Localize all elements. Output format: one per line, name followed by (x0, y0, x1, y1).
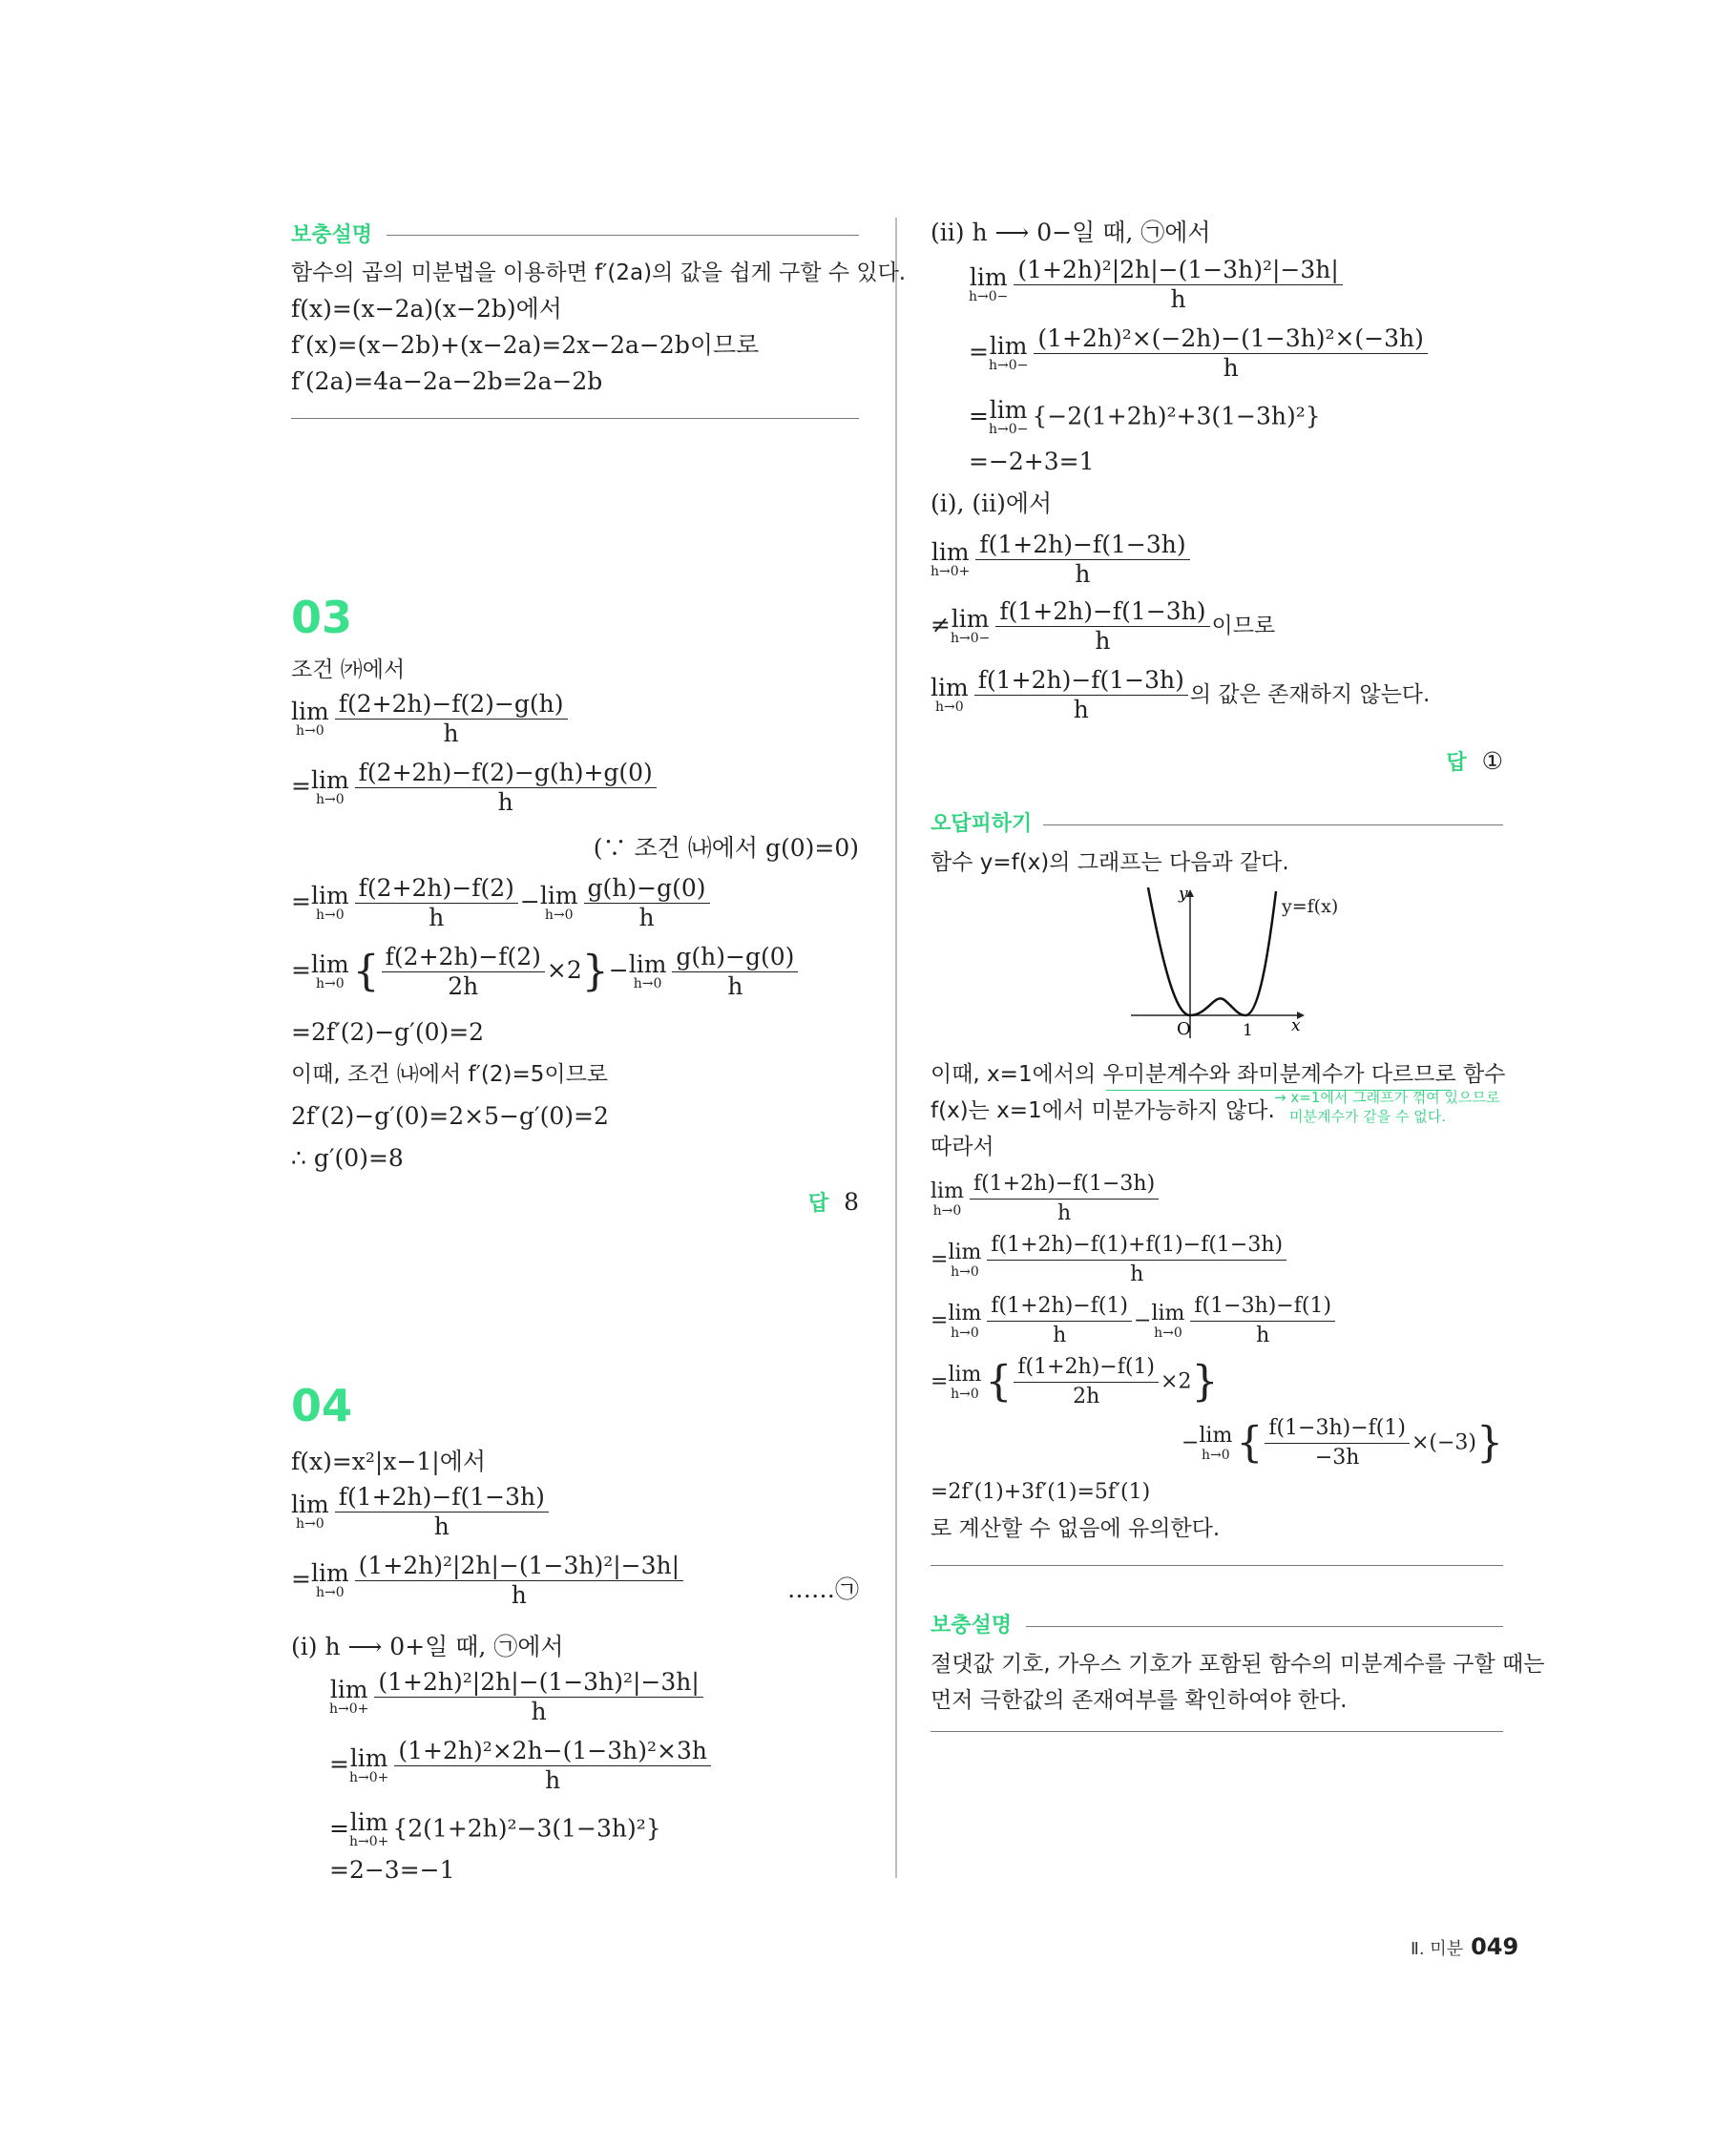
trap-expr1: lim h→0 $\frac{f(1+2h)-f(1-3h)}{h}$ (931, 1170, 1161, 1228)
trap-text3: 따라서 (931, 1135, 994, 1159)
x-one-label: 1 (1243, 1021, 1253, 1040)
p03-answer: 답 8 (807, 1188, 859, 1216)
trap-intro: 함수 y=f(x)의 그래프는 다음과 같다. (931, 850, 1289, 875)
note1-title: 보충설명 (291, 223, 373, 247)
p03-expr2: =lim h→0 $\frac{f(2+2h)-f(2)-g(h)+g(0)}{h}$ (291, 759, 659, 817)
case2-expr1: lim h→0− $\frac{\text{(1+2h)²|2h|−(1−3h)²|−3h|}}{h}$ (969, 256, 1345, 314)
p03-expr1: lim h→0 $\frac{f(2+2h)-f(2)-g(h)}{h}$ (291, 690, 570, 748)
note1-line3: f′(x)=(x−2b)+(x−2a)=2x−2a−2b이므로 (291, 331, 760, 359)
note2-bottom-rule (931, 1731, 1503, 1732)
page-footer (1411, 1933, 1518, 1960)
trap-expr2: =lim h→0 $\frac{f(1+2h)-f(1)+f(1)-f(1-3h)}{h}$ (931, 1231, 1288, 1289)
limit-right: lim h→0+ $\frac{f(1+2h)-f(1-3h)}{h}$ (931, 531, 1192, 589)
note2-title-rule (1026, 1626, 1503, 1627)
p04-expr2: =lim h→0 $\frac{\text{(1+2h)²|2h|−(1−3h)²|−3h|}}{h}$ (291, 1552, 685, 1610)
page-number: 049 (1471, 1933, 1519, 1960)
origin-label: O (1177, 1019, 1191, 1039)
case2-expr2: =lim h→0− $\frac{\text{(1+2h)²×(−2h)−(1−3h)²×(−3h)}}{h}$ (969, 324, 1430, 383)
trap-expr4b: −lim h→0 { $\frac{f(1-3h)-f(1)}{-3h}$ ×(−3)} (1181, 1416, 1503, 1470)
p03-condition: 조건 ㈎에서 (291, 657, 406, 682)
trap-title-rule (1043, 824, 1503, 825)
case2-result: =−2+3=1 (969, 448, 1095, 475)
problem-03-number: 03 (291, 592, 353, 643)
trap-result: =2f′(1)+3f′(1)=5f′(1) (931, 1480, 1151, 1504)
side-note-line2: 미분계수가 같을 수 없다. (1289, 1108, 1446, 1125)
trap-bottom-rule (931, 1565, 1503, 1566)
trap-text1: 이때, x=1에서의 우미분계수와 좌미분계수가 다르므로 함수 (931, 1062, 1506, 1087)
note2-line2: 먼저 극한값의 존재여부를 확인하여야 한다. (931, 1688, 1348, 1713)
p04-case1-expr3: =lim h→0+ {2(1+2h)²−3(1−3h)²} (329, 1808, 661, 1849)
note1-line2: f(x)=(x−2a)(x−2b)에서 (291, 295, 562, 323)
p04-case1-expr1: lim h→0+ $\frac{\text{(1+2h)²|2h|−(1−3h)²|−3h|}}{h}$ (329, 1668, 705, 1726)
section-label: Ⅱ. 미분 (1411, 1939, 1464, 1959)
note1-bottom-rule (291, 418, 859, 419)
p03-because: (∵ 조건 ㈏에서 g(0)=0) (593, 834, 859, 862)
side-note-line1: → x=1에서 그래프가 꺾여 있으므로 (1274, 1089, 1500, 1106)
p03-result2: 이때, 조건 ㈏에서 f′(2)=5이므로 (291, 1062, 609, 1087)
problem-04-number: 04 (291, 1380, 353, 1431)
note1-line1: 함수의 곱의 미분법을 이용하면 f′(2a)의 값을 쉽게 구할 수 있다. (291, 261, 907, 285)
trap-caution: 로 계산할 수 없음에 유의한다. (931, 1516, 1221, 1541)
trap-expr3: =lim h→0 $\frac{f(1+2h)-f(1)}{h}$ −lim h→0 $\frac{f(1-3h)-f(1)}{h}$ (931, 1292, 1337, 1350)
p03-result3: 2f′(2)−g′(0)=2×5−g′(0)=2 (291, 1102, 609, 1130)
p04-case1: (i) h ⟶ 0+일 때, ㉠에서 (291, 1633, 564, 1660)
note2-title: 보충설명 (931, 1614, 1013, 1638)
case2-expr3: =lim h→0− {−2(1+2h)²+3(1−3h)²} (969, 396, 1321, 437)
limit-conclusion: lim h→0 $\frac{f(1+2h)-f(1-3h)}{h}$ 의 값은 존재하지 않는다. (931, 666, 1431, 723)
curve-f (1148, 887, 1276, 1015)
from-i-ii: (i), (ii)에서 (931, 490, 1053, 517)
p03-expr4: =lim h→0 { $\frac{f(2+2h)-f(2)}{2h}$ ×2}−lim h→0 $\frac{g(h)-g(0)}{h}$ (291, 943, 800, 1001)
p04-case1-result: =2−3=−1 (329, 1856, 455, 1884)
p04-expr1: lim h→0 $\frac{f(1+2h)-f(1-3h)}{h}$ (291, 1483, 551, 1541)
x-axis-label: x (1291, 1016, 1301, 1035)
note1-title-rule (387, 235, 859, 236)
note2-line1: 절댓값 기호, 가우스 기호가 포함된 함수의 미분계수를 구할 때는 (931, 1652, 1545, 1677)
y-axis-label: y (1179, 887, 1188, 904)
limit-left: ≠lim h→0− $\frac{f(1+2h)-f(1-3h)}{h}$ 이므로 (931, 597, 1276, 655)
p04-case1-expr2: =lim h→0+ $\frac{\text{(1+2h)²×2h−(1−3h)²×3h}}{h}$ (329, 1737, 713, 1795)
p04-marker: ……㉠ (786, 1575, 859, 1603)
case2-heading: (ii) h ⟶ 0−일 때, ㉠에서 (931, 219, 1211, 246)
note1-line4: f′(2a)=4a−2a−2b=2a−2b (291, 367, 603, 395)
trap-expr4: =lim h→0 { $\frac{f(1+2h)-f(1)}{2h}$ ×2} (931, 1355, 1219, 1408)
trap-title: 오답피하기 (931, 812, 1033, 836)
p04-answer: 답 ① (1446, 747, 1503, 775)
p03-expr3: =lim h→0 $\frac{f(2+2h)-f(2)}{h}$ −lim h→0 $\frac{g(h)-g(0)}{h}$ (291, 874, 712, 932)
p03-result1: =2f′(2)−g′(0)=2 (291, 1018, 485, 1046)
p04-definition: f(x)=x²|x−1|에서 (291, 1448, 487, 1475)
column-divider (895, 218, 897, 1878)
curve-label: y=f(x) (1282, 896, 1339, 917)
p03-result4: ∴ g′(0)=8 (291, 1144, 404, 1172)
trap-text2: f(x)는 x=1에서 미분가능하지 않다. (931, 1098, 1275, 1123)
